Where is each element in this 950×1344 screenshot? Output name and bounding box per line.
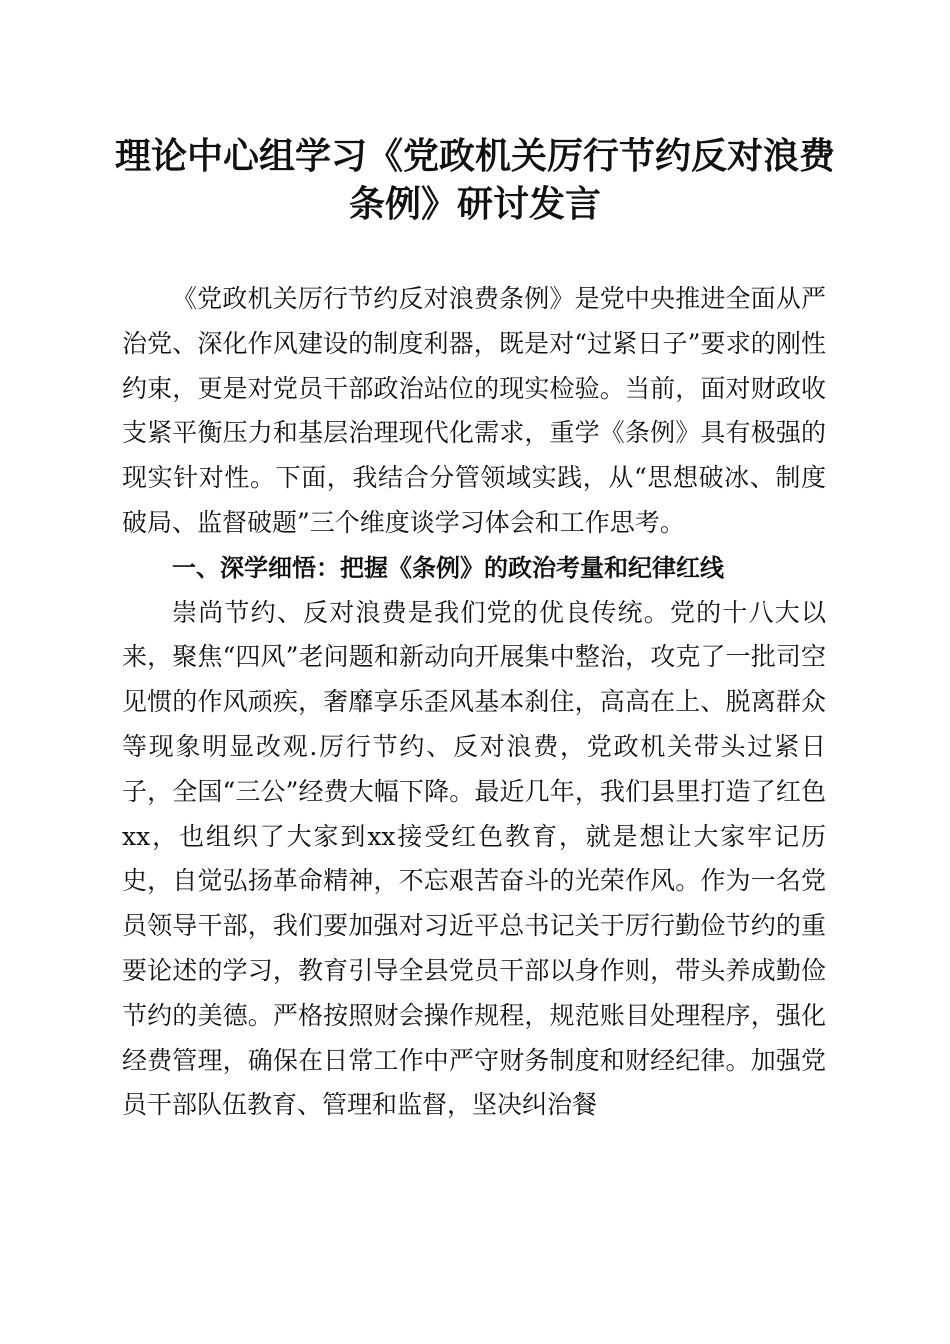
intro-paragraph: 《党政机关厉行节约反对浪费条例》是党中央推进全面从严治党、深化作风建设的制度利器，既是对“过紧日子”要求的刚性约束，更是对党员干部政治站位的现实检验。当前，面对财政收支紧平衡压力和基层治理现代化需求，重学《条例》具有极强的现实针对性。下面，我结合分管领域实践，从“思想破冰、制度破局、监督破题”三个维度谈学习体会和工作思考。 — [122, 284, 826, 537]
section-1-paragraph: 崇尚节约、反对浪费是我们党的优良传统。党的十八大以来，聚焦“四风”老问题和新动向开展集中整治，攻克了一批司空见惯的作风顽疾，奢靡享乐歪风基本刹住，高高在上、脱离群众等现象明显改观.厉行节约、反对浪费，党政机关带头过紧日子，全国“三公”经费大幅下降。最近几年，我们县里打造了红色xx，也组织了大家到xx接受红色教育，就是想让大家牢记历史，自觉弘扬革命精神，不忘艰苦奋斗的光荣作风。作为一名党员领导干部，我们要加强对习近平总书记关于厉行勤俭节约的重要论述的学习，教育引导全县党员干部以身作则，带头养成勤俭节约的美德。严格按照财会操作规程，规范账目处理程序，强化经费管理，确保在日常工作中严守财务制度和财经纪律。加强党员干部队伍教育、管理和监督，坚决纠治餐 — [122, 597, 826, 1120]
title-line-1: 理论中心组学习《党政机关厉行节约反对浪费 — [114, 135, 835, 177]
document-title — [100, 132, 850, 228]
title-line-2: 条例》研讨发言 — [348, 183, 601, 225]
document-body — [122, 277, 826, 1128]
section-heading-1: 一、深学细悟：把握《条例》的政治考量和纪律红线 — [172, 553, 724, 582]
